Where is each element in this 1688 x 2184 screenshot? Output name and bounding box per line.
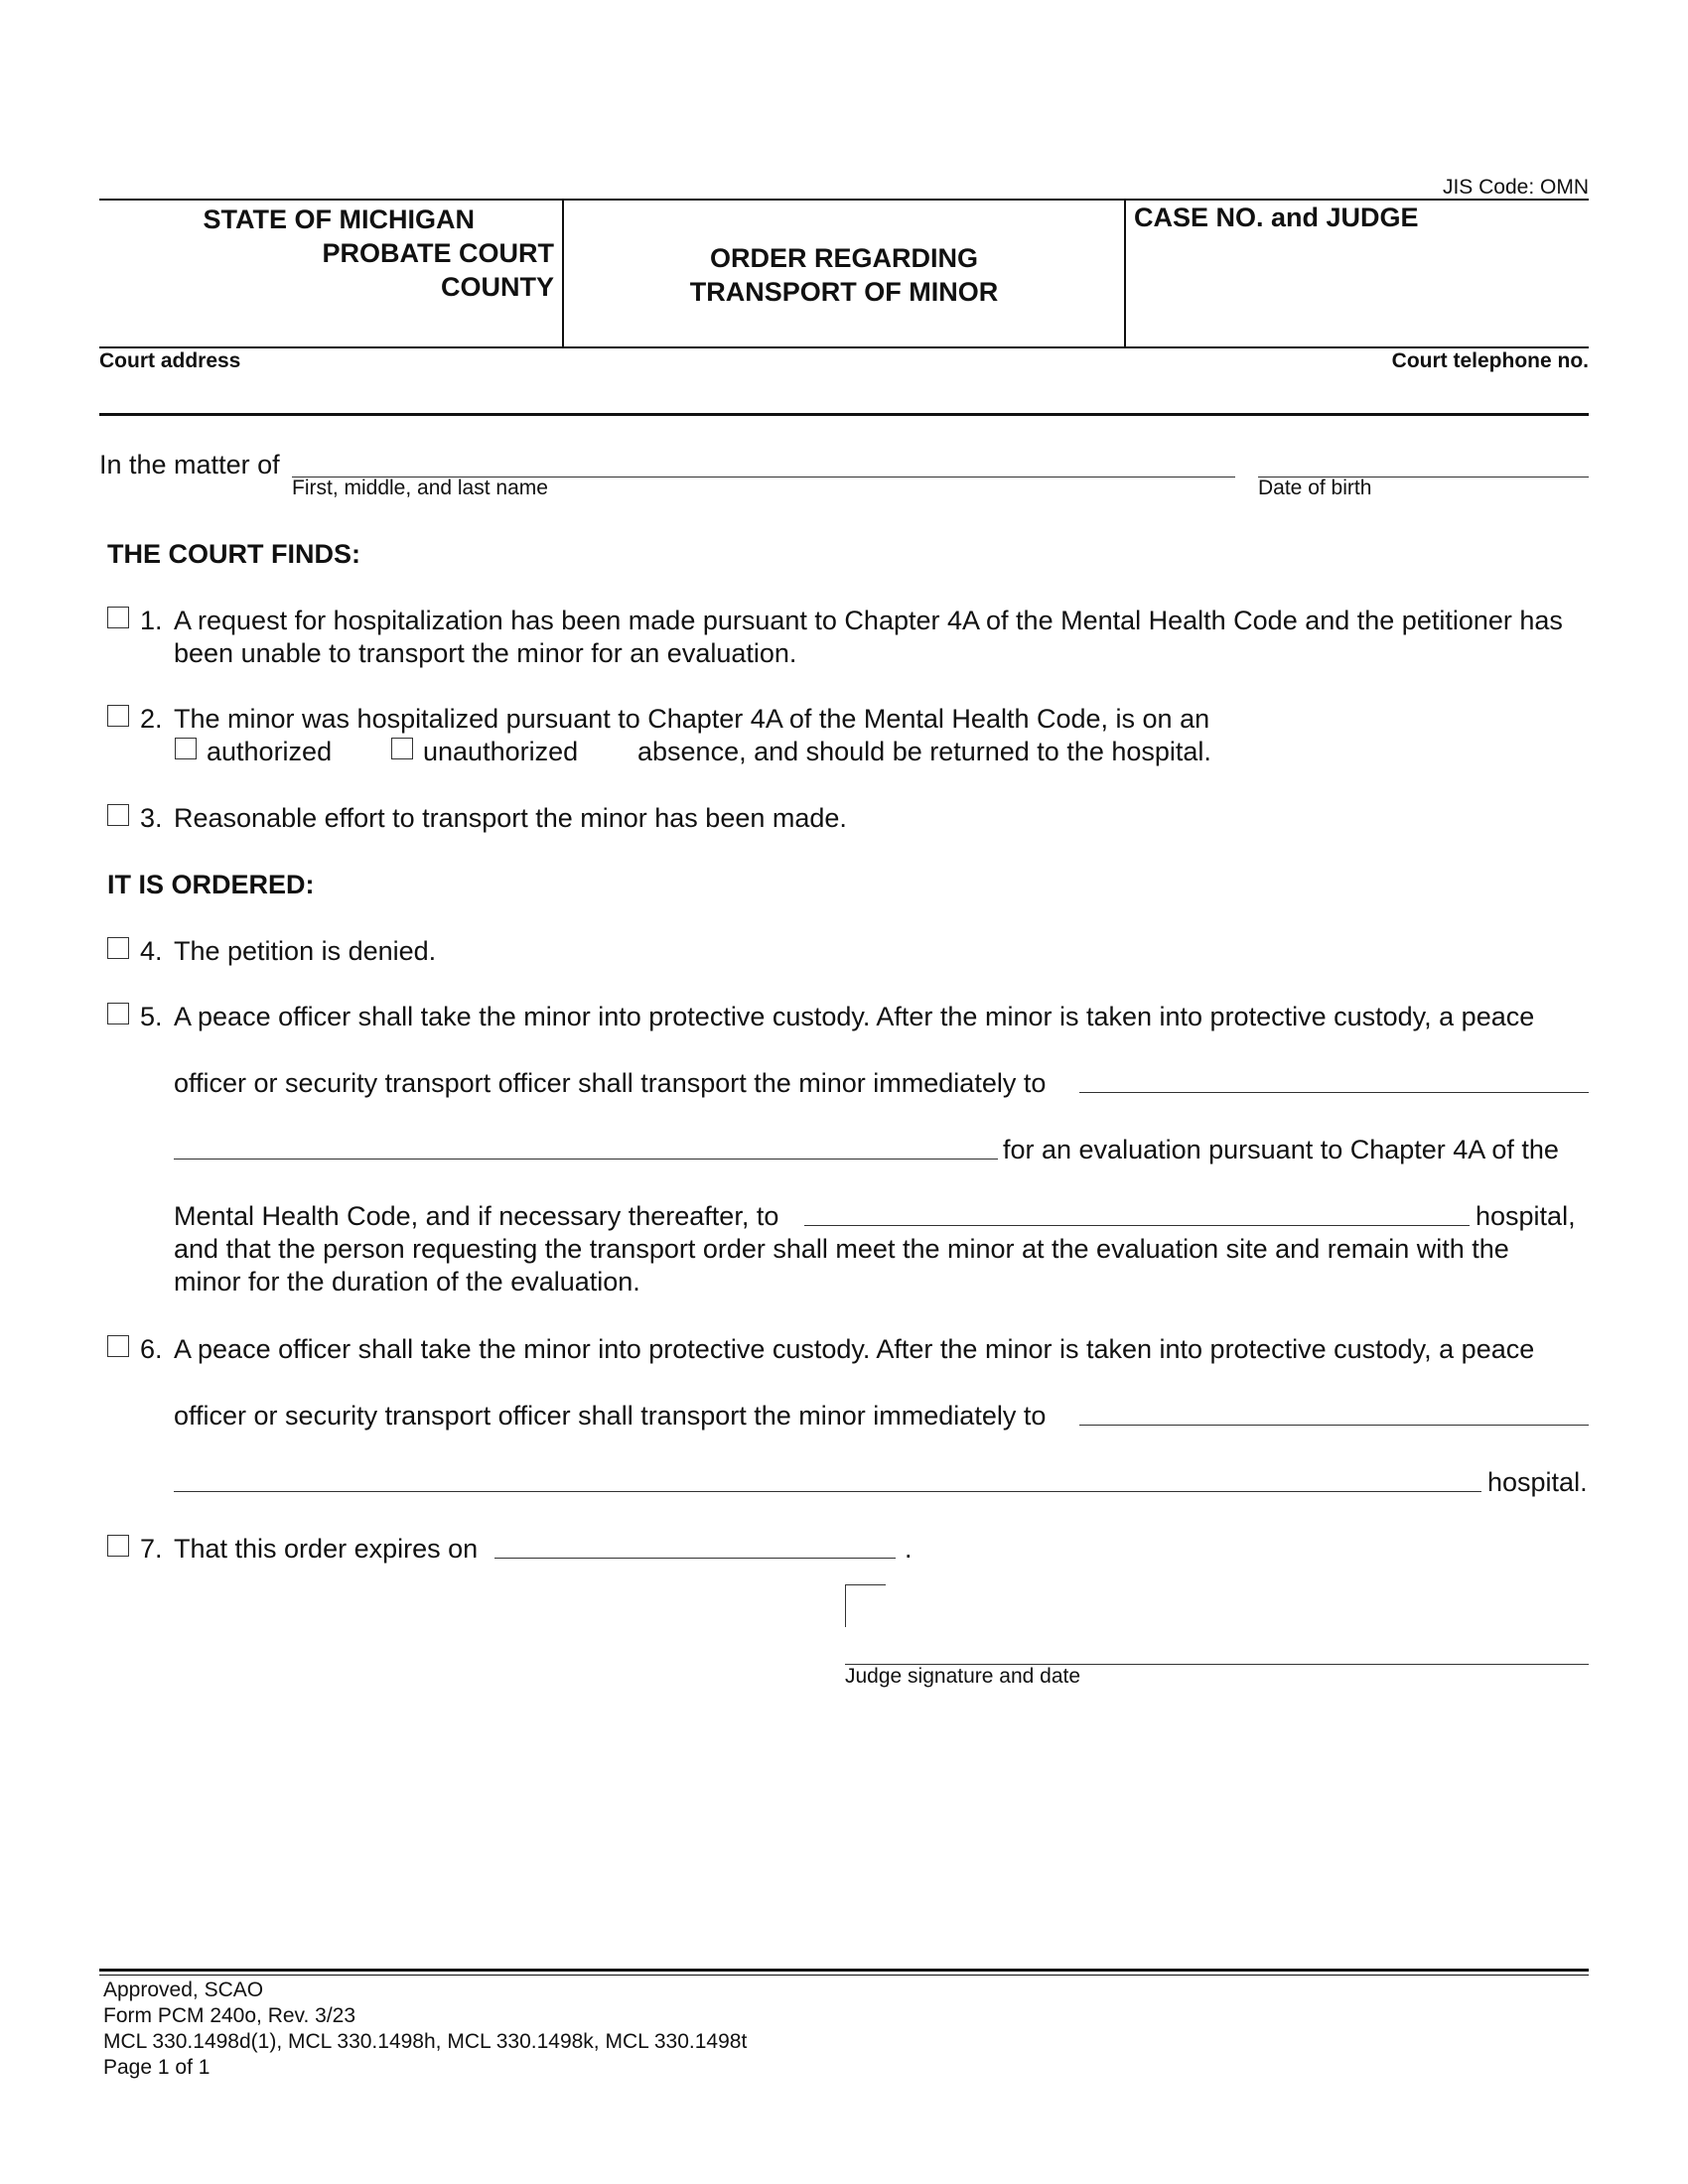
item5-line4a: Mental Health Code, and if necessary thereafter, to: [174, 1201, 779, 1231]
item5-number: 5.: [140, 1002, 163, 1031]
footer-page-number: Page 1 of 1: [103, 2056, 211, 2079]
item5-line2: officer or security transport officer shall transport the minor immediately to: [174, 1068, 1047, 1098]
footer-form-number: Form PCM 240o, Rev. 3/23: [103, 2004, 356, 2027]
county-label: COUNTY: [441, 272, 554, 302]
footer-text: [103, 1978, 747, 2081]
court-finds-heading: THE COURT FINDS:: [107, 539, 360, 569]
item1-text: [174, 605, 1563, 670]
item7-number: 7.: [140, 1534, 163, 1564]
item6-number: 6.: [140, 1334, 163, 1364]
item6-destination-line2[interactable]: [174, 1491, 1481, 1492]
item5-line6: minor for the duration of the evaluation.: [174, 1267, 640, 1297]
item2-tail: absence, and should be returned to the hospital.: [637, 737, 1211, 766]
authorized-label: authorized: [207, 737, 333, 766]
item1-line2: been unable to transport the minor for an evaluation.: [174, 638, 797, 668]
unauthorized-checkbox[interactable]: [391, 738, 413, 759]
item7-period: .: [905, 1534, 913, 1564]
jis-code: JIS Code: OMN: [1442, 176, 1589, 199]
address-bottom-rule: [99, 413, 1589, 416]
court-name: PROBATE COURT: [322, 238, 554, 268]
footer-approved: Approved, SCAO: [103, 1979, 264, 2001]
item4-checkbox[interactable]: [107, 937, 129, 959]
item3-text: Reasonable effort to transport the minor has been made.: [174, 803, 847, 833]
expiration-date-line[interactable]: [494, 1558, 896, 1559]
item5-destination-line1[interactable]: [1079, 1092, 1589, 1093]
item3-checkbox[interactable]: [107, 804, 129, 826]
item6-checkbox[interactable]: [107, 1335, 129, 1357]
form-title-line2: TRANSPORT OF MINOR: [689, 277, 999, 307]
matter-lead: In the matter of: [99, 450, 280, 479]
item6-line1: A peace officer shall take the minor into protective custody. After the minor is taken into protective custody, a peace: [174, 1334, 1535, 1364]
item4-text: The petition is denied.: [174, 936, 437, 966]
item6-line3: hospital.: [1487, 1467, 1588, 1497]
item5-destination-line2[interactable]: [174, 1159, 998, 1160]
court-address-label: Court address: [99, 349, 241, 372]
item6-destination-line1[interactable]: [1079, 1425, 1589, 1426]
court-identity: [99, 203, 554, 304]
item4-number: 4.: [140, 936, 163, 966]
it-is-ordered-heading: IT IS ORDERED:: [107, 870, 315, 899]
header-top-rule: [99, 199, 1589, 201]
item6-line2: officer or security transport officer shall transport the minor immediately to: [174, 1401, 1047, 1431]
dob-field-label: Date of birth: [1258, 477, 1372, 499]
item7-checkbox[interactable]: [107, 1535, 129, 1557]
item3-number: 3.: [140, 803, 163, 833]
item5-line5: and that the person requesting the transport order shall meet the minor at the evaluation site and remain with the: [174, 1234, 1509, 1264]
court-telephone-label: Court telephone no.: [1391, 349, 1589, 372]
case-number-judge-label: CASE NO. and JUDGE: [1134, 203, 1419, 232]
footer-mcl-citations: MCL 330.1498d(1), MCL 330.1498h, MCL 330.1498k, MCL 330.1498t: [103, 2030, 748, 2053]
item2-checkbox[interactable]: [107, 705, 129, 727]
item7-text: That this order expires on: [174, 1534, 479, 1564]
item5-line4b: hospital,: [1476, 1201, 1576, 1231]
item5-line3: for an evaluation pursuant to Chapter 4A of the: [1003, 1135, 1559, 1164]
footer-rule-thick: [99, 1969, 1589, 1972]
item2-number: 2.: [140, 704, 163, 734]
name-field-label: First, middle, and last name: [292, 477, 548, 499]
form-title: [564, 241, 1124, 309]
header-bottom-rule: [99, 346, 1589, 348]
header-divider-right: [1124, 199, 1126, 348]
item5-checkbox[interactable]: [107, 1003, 129, 1024]
seal-corner-mark: [845, 1584, 886, 1627]
item1-line1: A request for hospitalization has been made pursuant to Chapter 4A of the Mental Health Code and the petitioner has: [174, 606, 1563, 635]
footer-rule-thin: [99, 1975, 1589, 1976]
item5-line1: A peace officer shall take the minor into protective custody. After the minor is taken into protective custody, a peace: [174, 1002, 1535, 1031]
state-name: STATE OF MICHIGAN: [203, 205, 475, 234]
judge-signature-label: Judge signature and date: [845, 1665, 1081, 1688]
authorized-checkbox[interactable]: [175, 738, 197, 759]
form-title-line1: ORDER REGARDING: [709, 243, 978, 273]
unauthorized-label: unauthorized: [423, 737, 579, 766]
item2-line1: The minor was hospitalized pursuant to Chapter 4A of the Mental Health Code, is on an: [174, 704, 1210, 734]
item1-checkbox[interactable]: [107, 607, 129, 628]
item1-number: 1.: [140, 606, 163, 635]
item5-hospital-line[interactable]: [804, 1225, 1470, 1226]
